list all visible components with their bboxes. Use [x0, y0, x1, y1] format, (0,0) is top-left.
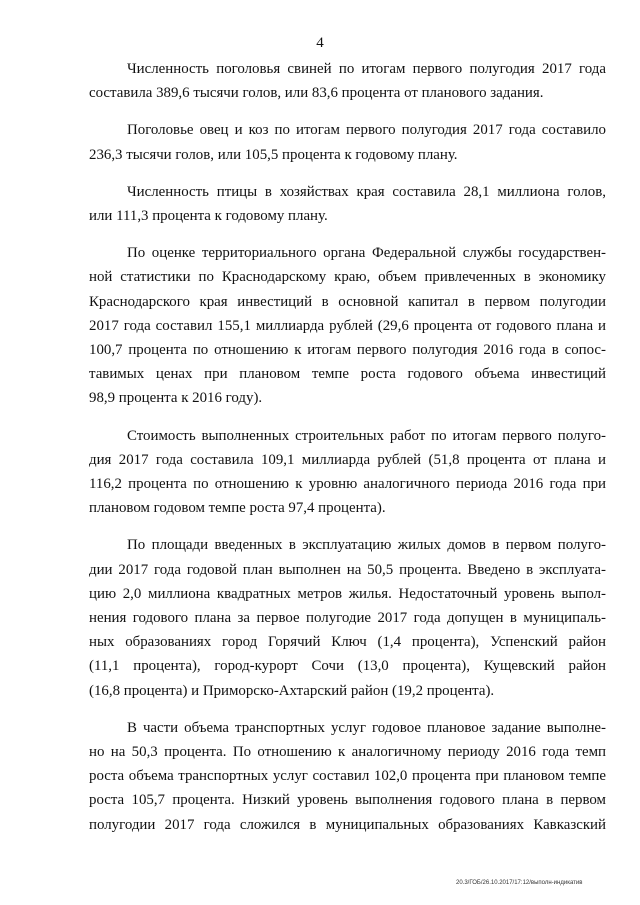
text-line: Численность поголовья свиней по итогам первого полугодия 2017 года	[127, 61, 606, 77]
text-line: Поголовье овец и коз по итогам первого полугодия 2017 года составило	[127, 122, 606, 139]
text-line: (16,8 процента) и Приморско-Ахтарский район (19,2 процента).	[89, 682, 495, 699]
text-line: 98,9 процента к 2016 году).	[89, 390, 263, 407]
text-line: 236,3 тысячи голов, или 105,5 процента к годовому плану.	[89, 146, 458, 163]
text-line: Стоимость выполненных строительных работ по итогам первого полуго-	[127, 427, 606, 444]
text-line: дии 2017 года годовой план выполнен на 50,5 процента. Введено в эксплуата-	[89, 561, 606, 578]
text-line: цию 2,0 миллиона квадратных метров жилья. Недостаточный уровень выпол-	[89, 585, 606, 602]
body-text	[89, 57, 606, 837]
text-line: плановом годовом темпе роста 97,4 процента).	[89, 500, 386, 517]
text-line: В части объема транспортных услуг годовое плановое задание выполне-	[127, 719, 606, 736]
text-line: 100,7 процента по отношению к итогам первого полугодия 2016 года в сопос-	[89, 342, 606, 359]
text-line: Численность птицы в хозяйствах края составила 28,1 миллиона голов,	[127, 183, 606, 200]
text-line: роста объема транспортных услуг составил 102,0 процента при плановом темпе	[89, 768, 606, 785]
text-line: (11,1 процента), город-курорт Сочи (13,0 процента), Кущевский район	[89, 658, 606, 675]
text-line: полугодии 2017 года сложился в муниципальных образованиях Кавказский	[89, 816, 606, 833]
text-line: роста 105,7 процента. Низкий уровень выполнения годового плана в первом	[89, 792, 606, 809]
footer-file-stamp: 20.3/ГОБ/26.10.2017/17:12/выполн-индикатив	[456, 880, 583, 886]
text-line: ной статистики по Краснодарскому краю, объем привлеченных в экономику	[89, 269, 606, 286]
text-line: или 111,3 процента к годовому плану.	[89, 208, 328, 225]
text-line: По оценке территориального органа Федеральной службы государствен-	[127, 245, 606, 262]
text-line: составила 389,6 тысячи голов, или 83,6 процента от планового задания.	[89, 85, 544, 102]
text-line: тавимых ценах при плановом темпе роста годового объема инвестиций	[89, 366, 606, 383]
text-line: ных образованиях город Горячий Ключ (1,4 процента), Успенский район	[89, 634, 606, 651]
text-line: но на 50,3 процента. По отношению к аналогичному периоду 2016 года темп	[89, 744, 606, 761]
text-line: По площади введенных в эксплуатацию жилых домов в первом полуго-	[127, 537, 606, 554]
text-line: 116,2 процента по отношению к уровню аналогичного периода 2016 года при	[89, 476, 606, 493]
text-line: дия 2017 года составила 109,1 миллиарда рублей (51,8 процента от плана и	[89, 451, 606, 468]
text-line: нения годового плана за первое полугодие 2017 года допущен в муниципаль-	[89, 610, 606, 627]
text-line: Краснодарского края инвестиций в основной капитал в первом полугодии	[89, 293, 606, 310]
text-line: 2017 года составил 155,1 миллиарда рублей (29,6 процента от годового плана и	[89, 317, 606, 334]
page-number: 4	[316, 35, 324, 51]
